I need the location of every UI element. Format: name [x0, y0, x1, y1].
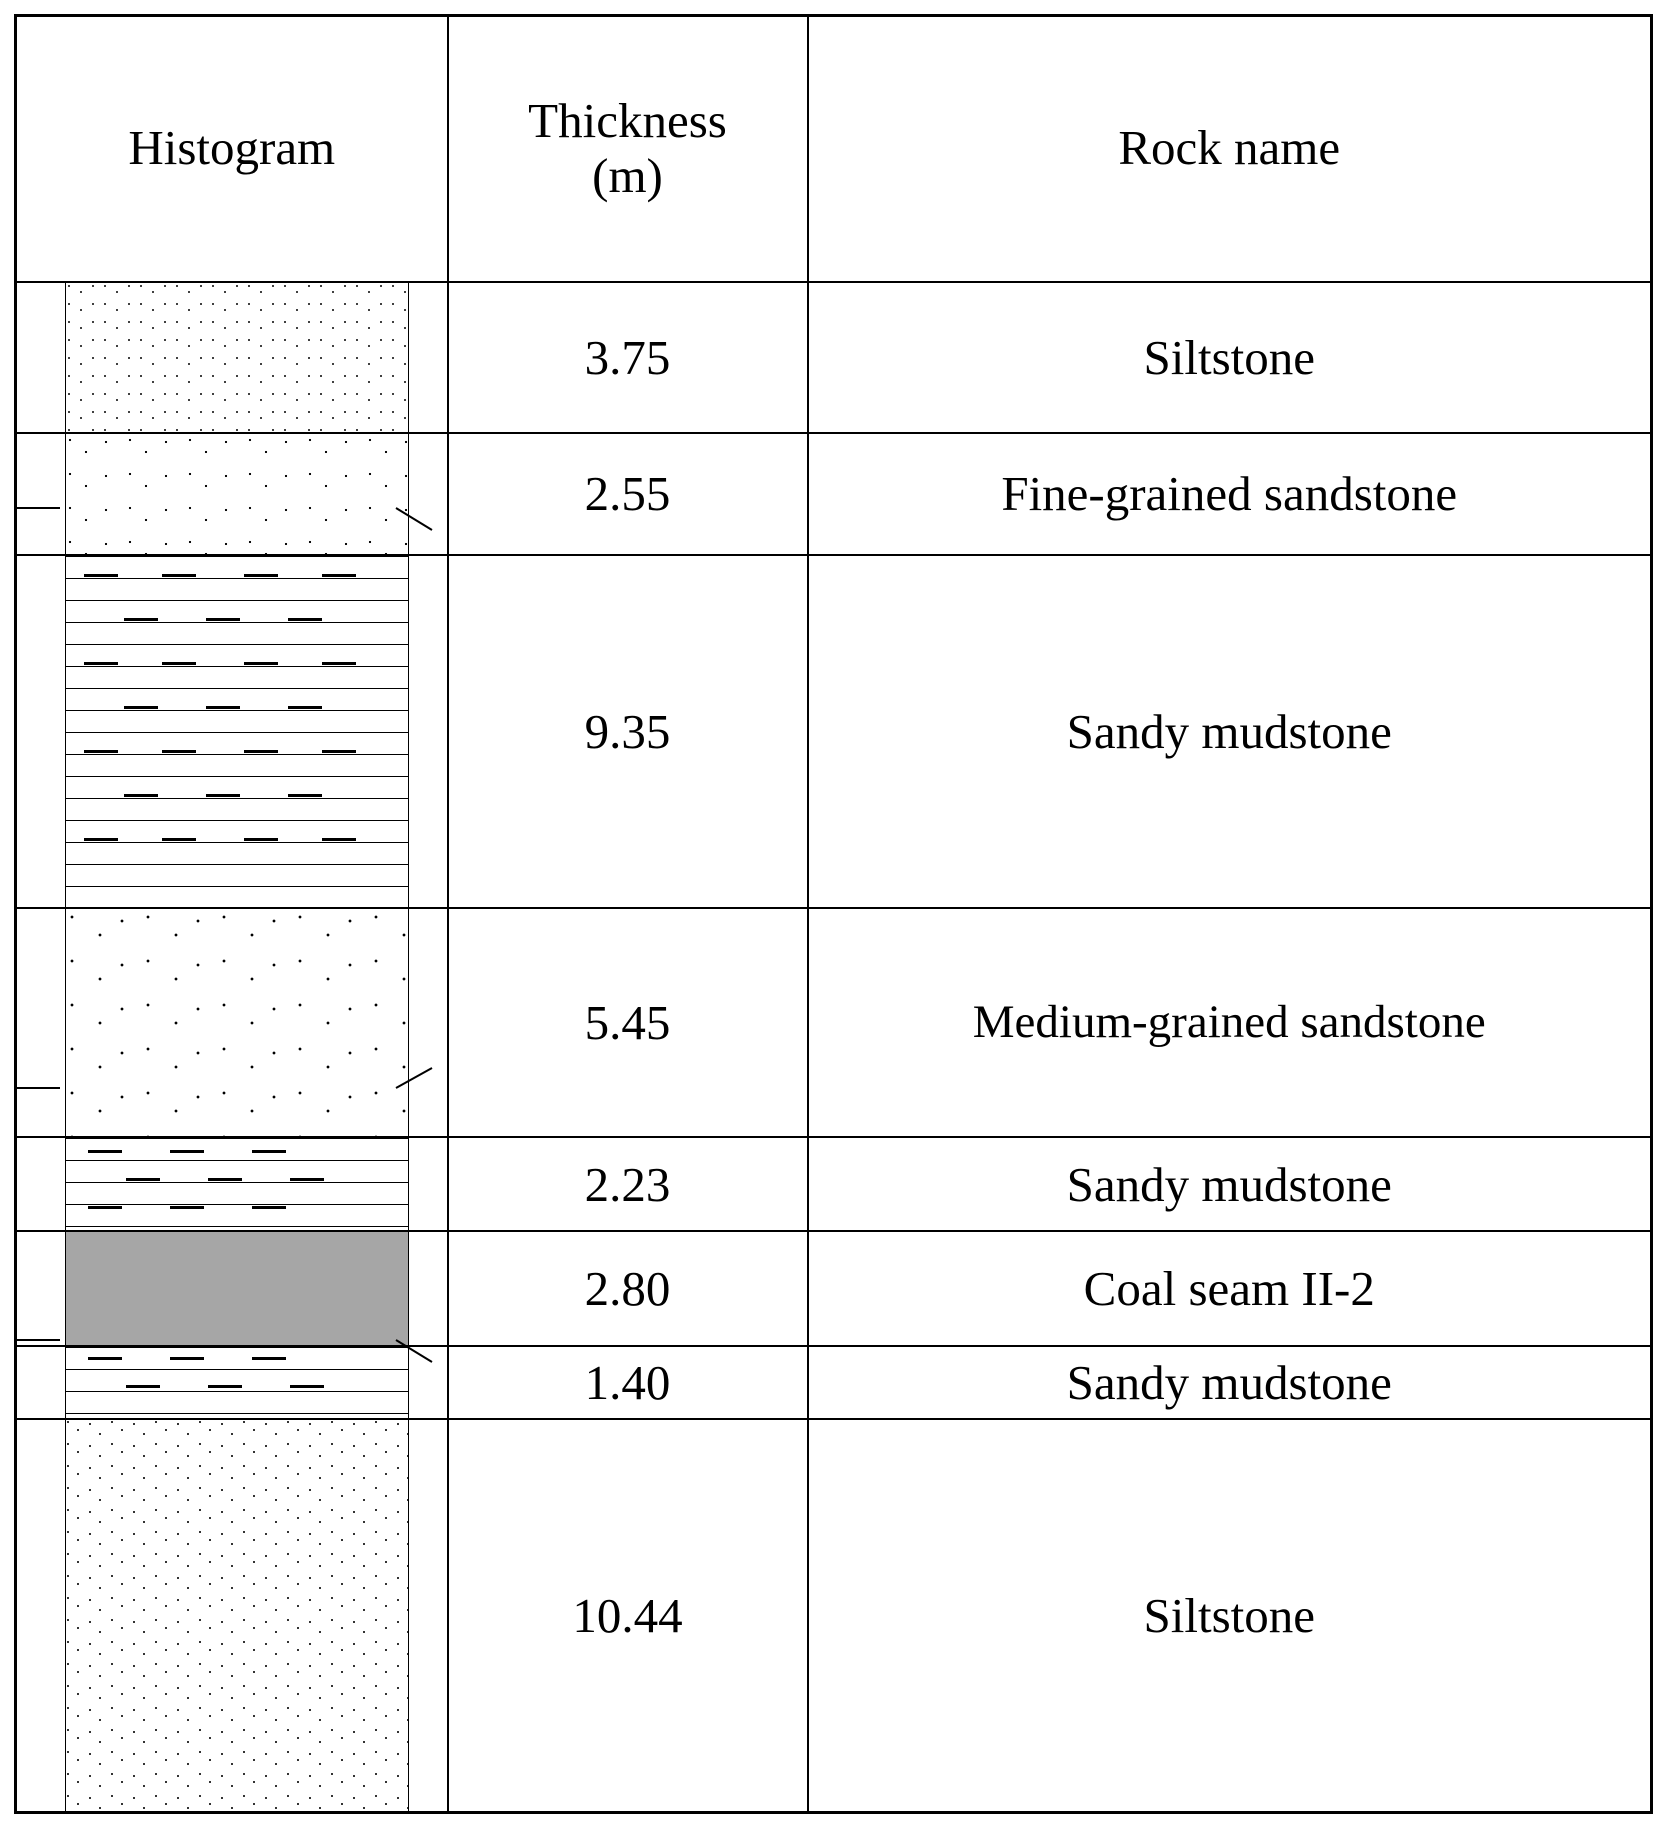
thickness-value: 2.55 — [448, 433, 808, 556]
rock-name-value: Medium-grained sandstone — [808, 908, 1652, 1138]
thickness-value: 2.23 — [448, 1137, 808, 1231]
rock-name-value: Sandy mudstone — [808, 1137, 1652, 1231]
header-histogram: Histogram — [16, 16, 448, 282]
rock-name-value: Sandy mudstone — [808, 1346, 1652, 1420]
rock-name-value: Fine-grained sandstone — [808, 433, 1652, 556]
thickness-value: 5.45 — [448, 908, 808, 1138]
thickness-value: 1.40 — [448, 1346, 808, 1420]
header-thickness-line1: Thickness — [528, 92, 727, 148]
header-rock-name: Rock name — [808, 16, 1652, 282]
rock-name-value: Sandy mudstone — [808, 555, 1652, 907]
rock-name-value: Coal seam II-2 — [808, 1231, 1652, 1345]
thickness-value: 9.35 — [448, 555, 808, 907]
thickness-value: 2.80 — [448, 1231, 808, 1345]
rock-name-value: Siltstone — [808, 1419, 1652, 1812]
thickness-value: 3.75 — [448, 282, 808, 433]
rock-name-value: Siltstone — [808, 282, 1652, 433]
thickness-value: 10.44 — [448, 1419, 808, 1812]
header-thickness-line2: (m) — [592, 147, 663, 203]
